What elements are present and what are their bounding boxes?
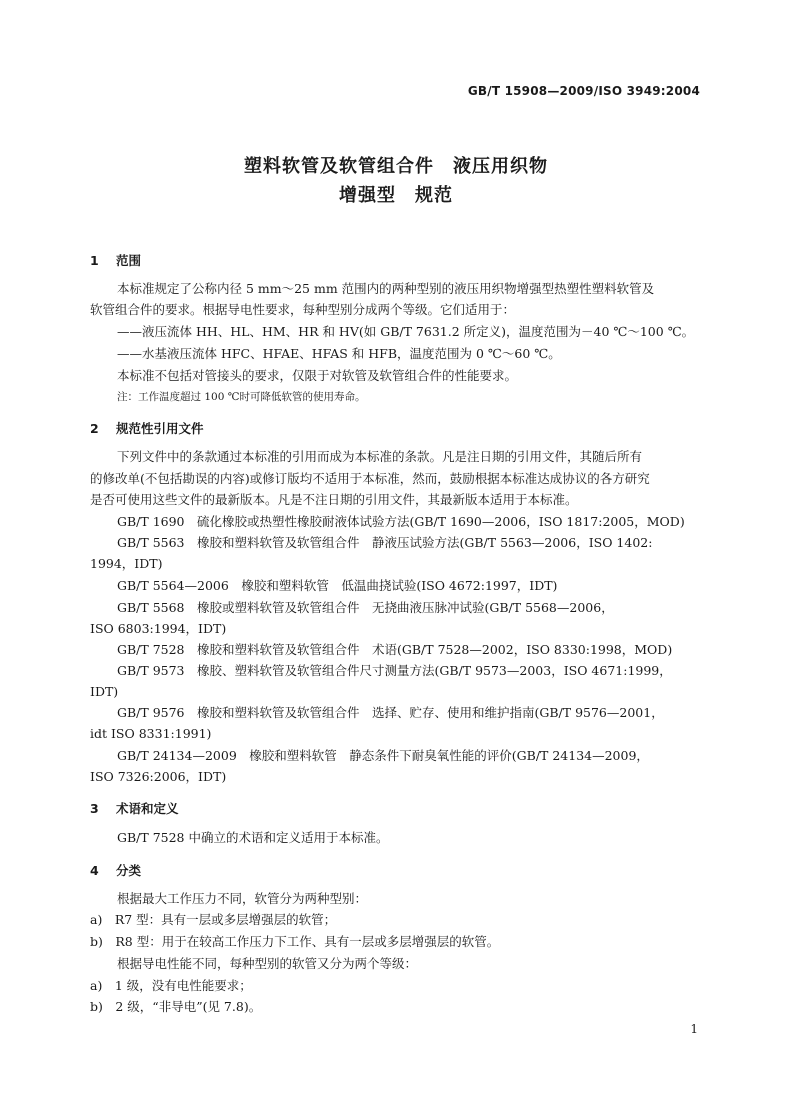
section-title: 规范性引用文件 [116,421,204,436]
list-item: a) 1 级，没有电性能要求； [90,978,252,993]
note: 注：工作温度超过 100 ℃时可降低软管的使用寿命。 [117,391,366,403]
reference-entry-continued: 1994，IDT) [90,556,163,571]
reference-entry: GB/T 24134—2009 橡胶和塑料软管 静态条件下耐臭氧性能的评价(GB/T 24134—2009， [117,748,649,763]
paragraph-line: 下列文件中的条款通过本标准的引用而成为本标准的条款。凡是注日期的引用文件，其随后所有 [117,449,643,464]
list-item: b) 2 级，“非导电”(见 7.8)。 [90,999,262,1014]
section-number: 2 [90,421,99,436]
reference-entry: GB/T 9576 橡胶和塑料软管及软管组合件 选择、贮存、使用和维护指南(GB/T 9576—2001， [117,705,664,720]
section-number: 3 [90,801,99,816]
reference-entry-continued: IDT) [90,684,119,699]
paragraph-line: 本标准不包括对管接头的要求，仅限于对软管及软管组合件的性能要求。 [117,368,518,383]
page-number: 1 [690,1022,698,1036]
paragraph-line: 是否可使用这些文件的最新版本。凡是不注日期的引用文件，其最新版本适用于本标准。 [90,492,578,507]
reference-entry-continued: ISO 6803:1994，IDT) [90,621,227,636]
paragraph-line: 本标准规定了公称内径 5 mm～25 mm 范围内的两种型别的液压用织物增强型热塑性塑料软管及 [117,281,655,296]
reference-entry-continued: idt ISO 8331:1991) [90,726,212,741]
document-title-line-2: 增强型 规范 [339,185,453,206]
list-item: a) R7 型：具有一层或多层增强层的软管； [90,912,337,927]
standard-code: GB/T 15908—2009/ISO 3949:2004 [467,84,700,98]
document-title-line-1: 塑料软管及软管组合件 液压用织物 [244,156,548,177]
section-title: 范围 [116,253,142,268]
section-4-heading [90,861,141,879]
reference-entry: GB/T 5564—2006 橡胶和塑料软管 低温曲挠试验(ISO 4672:1997，IDT) [117,578,558,593]
list-item: ——水基液压流体 HFC、HFAE、HFAS 和 HFB，温度范围为 0 ℃～60 ℃。 [117,346,561,361]
paragraph-line: GB/T 7528 中确立的术语和定义适用于本标准。 [117,830,389,845]
paragraph-line: 根据最大工作压力不同，软管分为两种型别： [117,891,368,906]
section-number: 1 [90,253,99,268]
reference-entry-continued: ISO 7326:2006，IDT) [90,769,227,784]
section-number: 4 [90,863,99,878]
reference-entry: GB/T 9573 橡胶、塑料软管及软管组合件尺寸测量方法(GB/T 9573—2003，ISO 4671:1999， [117,663,672,678]
reference-entry: GB/T 1690 硫化橡胶或热塑性橡胶耐液体试验方法(GB/T 1690—2006，ISO 1817:2005，MOD) [117,514,685,529]
section-title: 分类 [116,863,142,878]
list-item: ——液压流体 HH、HL、HM、HR 和 HV(如 GB/T 7631.2 所定义)，温度范围为－40 ℃～100 ℃。 [117,324,695,339]
paragraph-line: 的修改单(不包括勘误的内容)或修订版均不适用于本标准，然而，鼓励根据本标准达成协议的各方研究 [90,471,650,486]
section-1-heading [90,251,141,269]
reference-entry: GB/T 5563 橡胶和塑料软管及软管组合件 静液压试验方法(GB/T 5563—2006，ISO 1402: [117,535,653,550]
paragraph-line: 软管组合件的要求。根据导电性要求，每种型别分成两个等级。它们适用于： [90,302,516,317]
section-3-heading [90,799,179,817]
list-item: b) R8 型：用于在较高工作压力下工作、具有一层或多层增强层的软管。 [90,934,500,949]
reference-entry: GB/T 5568 橡胶或塑料软管及软管组合件 无挠曲液压脉冲试验(GB/T 5568—2006， [117,600,614,615]
reference-entry: GB/T 7528 橡胶和塑料软管及软管组合件 术语(GB/T 7528—2002，ISO 8330:1998，MOD) [117,642,673,657]
section-2-heading [90,419,204,437]
paragraph-line: 根据导电性能不同，每种型别的软管又分为两个等级： [117,956,418,971]
section-title: 术语和定义 [116,801,179,816]
